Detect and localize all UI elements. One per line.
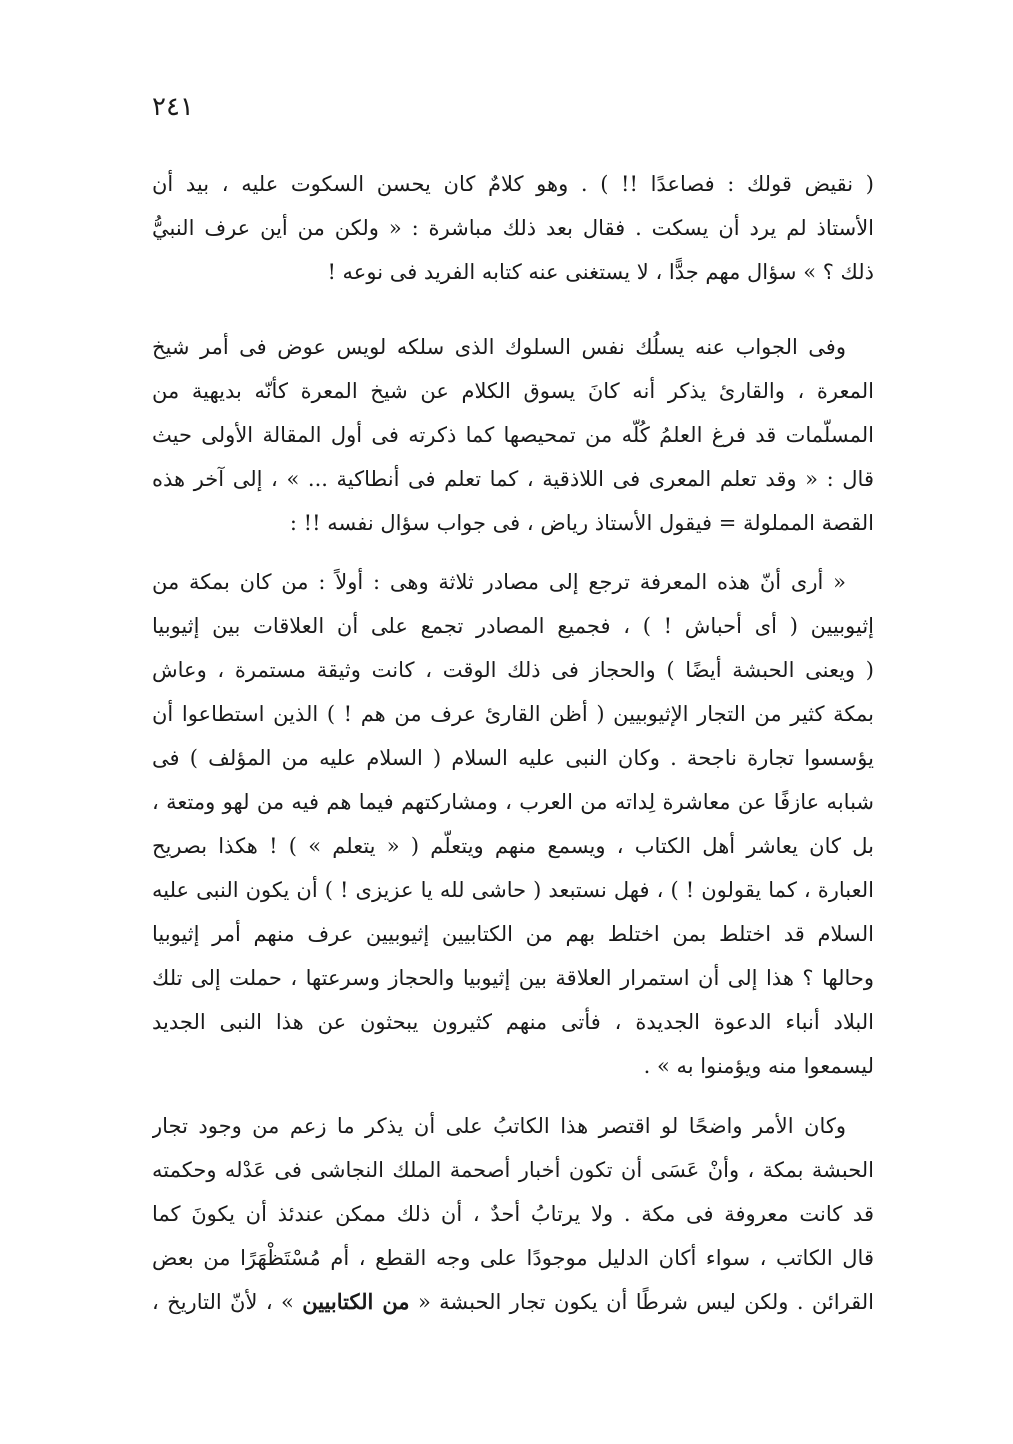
paragraph-line: المعرة ، والقارئ يذكر أنه كانَ يسوق الكلام عن شيخ المعرة كأنّه بديهية من [152,379,874,403]
paragraph-line: بل كان يعاشر أهل الكتاب ، ويسمع منهم ويتعلّم ( « يتعلم » ) ! هكذا بصريح [152,834,874,858]
paragraph-line: ( نقيض قولك : فصاعدًا !! ) . وهو كلامٌ كان يحسن السكوت عليه ، بيد أن [152,172,874,196]
paragraph-line: قال الكاتب ، سواء أكان الدليل موجودًا على وجه القطع ، أم مُسْتَظْهَرًا من بعض [152,1246,874,1270]
paragraph-line: بمكة كثير من التجار الإثيوبيين ( أظن القارئ عرف من هم ! ) الذين استطاعوا أن [152,702,874,726]
paragraph-4 [152,1104,874,1324]
paragraph-line: قد كانت معروفة فى مكة . ولا يرتابُ أحدٌ ، أن ذلك ممكن عندئذ أن يكونَ كما [152,1202,874,1226]
paragraph-line: قال : « وقد تعلم المعرى فى اللاذقية ، كما تعلم فى أنطاكية ... » ، إلى آخر هذه [152,467,874,491]
bold-phrase: من الكتابيين [302,1289,410,1314]
paragraph-line: وحالها ؟ هذا إلى أن استمرار العلاقة بين إثيوبيا والحجاز وسرعتها ، حملت إلى تلك [152,966,874,990]
paragraph-1 [152,162,874,294]
paragraph-line: إثيوبيين ( أى أحباش ! ) ، فجميع المصادر تجمع على أن العلاقات بين إثيوبيا [152,614,874,638]
paragraph-line: شبابه عازفًا عن معاشرة لِداته من العرب ، ومشاركتهم فيما هم فيه من لهو ومتعة ، [152,790,874,814]
final-line-after: » ، لأنّ التاريخ ، [152,1290,303,1314]
paragraph-line: « أرى أنّ هذه المعرفة ترجع إلى مصادر ثلاثة وهى : أولاً : من كان بمكة من [152,570,846,594]
paragraph-line: الحبشة بمكة ، وأنْ عَسَى أن تكون أخبار أصحمة الملك النجاشى فى عَدْله وحكمته [152,1158,874,1182]
paragraph-line: ذلك ؟ » سؤال مهم جدًّا ، لا يستغنى عنه كتابه الفريد فى نوعه ! [327,260,874,284]
paragraph-line: العبارة ، كما يقولون ! ) ، فهل نستبعد ( حاشى لله يا عزيزى ! ) أن يكون النبى عليه [152,878,874,902]
paragraph-line-final [152,1280,874,1324]
page-number: ٢٤١ [152,92,194,122]
paragraph-3-quotation [152,560,874,1088]
paragraph-line: يؤسسوا تجارة ناجحة . وكان النبى عليه السلام ( السلام عليه من المؤلف ) فى [152,746,874,770]
paragraph-2 [152,325,874,545]
paragraph-line: ليسمعوا منه ويؤمنوا به » . [643,1054,874,1078]
paragraph-line: المسلّمات قد فرغ العلمُ كُلّه من تمحيصها كما ذكرته فى أول المقالة الأولى حيث [152,423,874,447]
paragraph-line: البلاد أنباء الدعوة الجديدة ، فأتى منهم كثيرون يبحثون عن هذا النبى الجديد [152,1010,874,1034]
paragraph-line: القصة المملولة = فيقول الأستاذ رياض ، فى جواب سؤال نفسه !! : [289,511,874,535]
paragraph-line: وكان الأمر واضحًا لو اقتصر هذا الكاتبُ على أن يذكر ما زعم من وجود تجار [152,1114,846,1138]
paragraph-line: السلام قد اختلط بمن اختلط بهم من الكتابيين إثيوبيين عرف منهم أمر إثيوبيا [152,922,874,946]
final-line-before: القرائن . ولكن ليس شرطًا أن يكون تجار الحبشة « [409,1290,874,1314]
paragraph-line: وفى الجواب عنه يسلُك نفس السلوك الذى سلكه لويس عوض فى أمر شيخ [152,335,846,359]
paragraph-line: ( ويعنى الحبشة أيضًا ) والحجاز فى ذلك الوقت ، كانت وثيقة مستمرة ، وعاش [152,658,874,682]
paragraph-line: الأستاذ لم يرد أن يسكت . فقال بعد ذلك مباشرة : « ولكن من أين عرف النبيُّ [152,216,874,240]
